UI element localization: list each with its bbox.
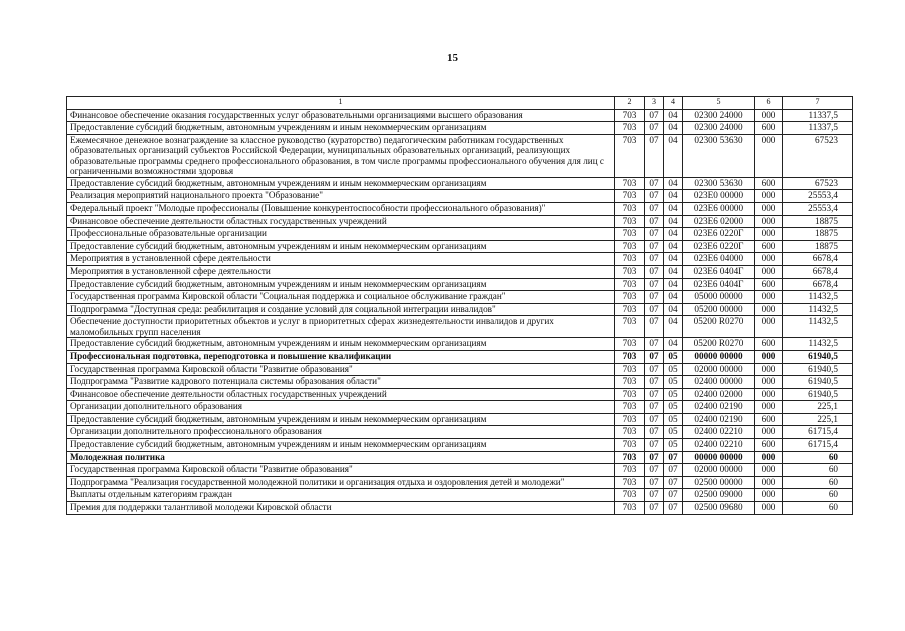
table-row: [67, 215, 853, 228]
subsection-code-cell: 05: [664, 439, 683, 452]
table-row: [67, 338, 853, 351]
amount-cell: 11432,5: [783, 303, 853, 316]
expense-type-cell: 000: [755, 202, 783, 215]
expense-type-cell: 000: [755, 464, 783, 477]
column-header: 7: [783, 97, 853, 110]
section-code-cell: 07: [645, 177, 664, 190]
subsection-code-cell: 05: [664, 350, 683, 363]
table-row: [67, 401, 853, 414]
ministry-code-cell: 703: [615, 228, 645, 241]
ministry-code-cell: 703: [615, 109, 645, 122]
table-row: [67, 363, 853, 376]
subsection-code-cell: 07: [664, 476, 683, 489]
table-row: [67, 413, 853, 426]
subsection-code-cell: 04: [664, 253, 683, 266]
table-row: [67, 253, 853, 266]
ministry-code-cell: 703: [615, 338, 645, 351]
amount-cell: 18875: [783, 240, 853, 253]
expense-type-cell: 000: [755, 109, 783, 122]
expense-type-cell: 600: [755, 122, 783, 135]
target-article-cell: 05200 00000: [683, 303, 755, 316]
ministry-code-cell: 703: [615, 316, 645, 338]
ministry-code-cell: 703: [615, 363, 645, 376]
amount-cell: 61940,5: [783, 388, 853, 401]
expense-type-cell: 000: [755, 363, 783, 376]
target-article-cell: 02500 09680: [683, 502, 755, 515]
expense-type-cell: 600: [755, 177, 783, 190]
section-code-cell: 07: [645, 215, 664, 228]
ministry-code-cell: 703: [615, 215, 645, 228]
ministry-code-cell: 703: [615, 122, 645, 135]
amount-cell: 67523: [783, 134, 853, 177]
row-name-cell: Предоставление субсидий бюджетным, автономным учреждениям и иным некоммерческим организациям: [67, 122, 615, 135]
section-code-cell: 07: [645, 464, 664, 477]
row-name-cell: Организации дополнительного образования: [67, 401, 615, 414]
section-code-cell: 07: [645, 134, 664, 177]
amount-cell: 25553,4: [783, 202, 853, 215]
subsection-code-cell: 07: [664, 464, 683, 477]
table-row: [67, 240, 853, 253]
ministry-code-cell: 703: [615, 476, 645, 489]
ministry-code-cell: 703: [615, 253, 645, 266]
amount-cell: 61715,4: [783, 439, 853, 452]
amount-cell: 61940,5: [783, 376, 853, 389]
section-code-cell: 07: [645, 265, 664, 278]
target-article-cell: 023E6 04000: [683, 253, 755, 266]
row-name-cell: Предоставление субсидий бюджетным, автономным учреждениям и иным некоммерческим организациям: [67, 439, 615, 452]
expense-type-cell: 000: [755, 134, 783, 177]
section-code-cell: 07: [645, 303, 664, 316]
section-code-cell: 07: [645, 376, 664, 389]
section-code-cell: 07: [645, 401, 664, 414]
amount-cell: 61940,5: [783, 350, 853, 363]
table-row: [67, 476, 853, 489]
expense-type-cell: 600: [755, 338, 783, 351]
table-row: [67, 265, 853, 278]
expense-type-cell: 000: [755, 291, 783, 304]
amount-cell: 6678,4: [783, 278, 853, 291]
subsection-code-cell: 04: [664, 215, 683, 228]
target-article-cell: 05200 R0270: [683, 316, 755, 338]
amount-cell: 60: [783, 489, 853, 502]
ministry-code-cell: 703: [615, 451, 645, 464]
target-article-cell: 02400 00000: [683, 376, 755, 389]
row-name-cell: Реализация мероприятий национального проекта "Образование": [67, 190, 615, 203]
row-name-cell: Подпрограмма "Развитие кадрового потенциала системы образования области": [67, 376, 615, 389]
subsection-code-cell: 04: [664, 240, 683, 253]
row-name-cell: Финансовое обеспечение оказания государственных услуг образовательными организациями высшего образования: [67, 109, 615, 122]
amount-cell: 11337,5: [783, 122, 853, 135]
expense-type-cell: 600: [755, 439, 783, 452]
expense-type-cell: 000: [755, 376, 783, 389]
ministry-code-cell: 703: [615, 426, 645, 439]
table-row: [67, 451, 853, 464]
section-code-cell: 07: [645, 413, 664, 426]
amount-cell: 225,1: [783, 413, 853, 426]
amount-cell: 11432,5: [783, 338, 853, 351]
section-code-cell: 07: [645, 109, 664, 122]
ministry-code-cell: 703: [615, 401, 645, 414]
table-row: [67, 464, 853, 477]
amount-cell: 6678,4: [783, 253, 853, 266]
row-name-cell: Государственная программа Кировской области "Развитие образования": [67, 363, 615, 376]
expense-type-cell: 000: [755, 190, 783, 203]
table-row: [67, 316, 853, 338]
column-header: 1: [67, 97, 615, 110]
target-article-cell: 02300 53630: [683, 177, 755, 190]
amount-cell: 61715,4: [783, 426, 853, 439]
subsection-code-cell: 04: [664, 190, 683, 203]
target-article-cell: 02400 02190: [683, 413, 755, 426]
section-code-cell: 07: [645, 476, 664, 489]
ministry-code-cell: 703: [615, 350, 645, 363]
row-name-cell: Подпрограмма "Реализация государственной молодежной политики и организация отдыха и оздоровления детей и молодежи": [67, 476, 615, 489]
table-row: [67, 291, 853, 304]
expense-type-cell: 000: [755, 426, 783, 439]
target-article-cell: 05000 00000: [683, 291, 755, 304]
row-name-cell: Организации дополнительного профессионального образования: [67, 426, 615, 439]
target-article-cell: 02400 02000: [683, 388, 755, 401]
column-header: 3: [645, 97, 664, 110]
row-name-cell: Государственная программа Кировской области "Развитие образования": [67, 464, 615, 477]
row-name-cell: Мероприятия в установленной сфере деятельности: [67, 265, 615, 278]
column-header: 5: [683, 97, 755, 110]
column-header: 6: [755, 97, 783, 110]
amount-cell: 225,1: [783, 401, 853, 414]
ministry-code-cell: 703: [615, 464, 645, 477]
table-row: [67, 376, 853, 389]
expense-type-cell: 600: [755, 413, 783, 426]
target-article-cell: 02300 53630: [683, 134, 755, 177]
amount-cell: 11432,5: [783, 291, 853, 304]
table-row: [67, 489, 853, 502]
subsection-code-cell: 04: [664, 109, 683, 122]
subsection-code-cell: 04: [664, 122, 683, 135]
subsection-code-cell: 04: [664, 265, 683, 278]
row-name-cell: Федеральный проект "Молодые профессионалы (Повышение конкурентоспособности профессионального образования)": [67, 202, 615, 215]
table-header-row: [67, 97, 853, 110]
subsection-code-cell: 05: [664, 388, 683, 401]
row-name-cell: Профессиональная подготовка, переподготовка и повышение квалификации: [67, 350, 615, 363]
target-article-cell: 023E0 00000: [683, 190, 755, 203]
table-row: [67, 122, 853, 135]
expense-type-cell: 600: [755, 240, 783, 253]
row-name-cell: Предоставление субсидий бюджетным, автономным учреждениям и иным некоммерческим организациям: [67, 240, 615, 253]
target-article-cell: 00000 00000: [683, 350, 755, 363]
column-header: 4: [664, 97, 683, 110]
amount-cell: 6678,4: [783, 265, 853, 278]
ministry-code-cell: 703: [615, 388, 645, 401]
subsection-code-cell: 05: [664, 413, 683, 426]
amount-cell: 60: [783, 502, 853, 515]
table-row: [67, 109, 853, 122]
row-name-cell: Профессиональные образовательные организации: [67, 228, 615, 241]
expense-type-cell: 000: [755, 253, 783, 266]
row-name-cell: Премия для поддержки талантливой молодежи Кировской области: [67, 502, 615, 515]
row-name-cell: Государственная программа Кировской области "Социальная поддержка и социальное обслуживание граждан": [67, 291, 615, 304]
target-article-cell: 02000 00000: [683, 464, 755, 477]
section-code-cell: 07: [645, 426, 664, 439]
ministry-code-cell: 703: [615, 134, 645, 177]
table-row: [67, 177, 853, 190]
row-name-cell: Молодежная политика: [67, 451, 615, 464]
target-article-cell: 02400 02210: [683, 439, 755, 452]
subsection-code-cell: 04: [664, 316, 683, 338]
row-name-cell: Ежемесячное денежное вознаграждение за классное руководство (кураторство) педагогическим работникам государственных образовательных организаций субъектов Российской Федерации, муниципальных образовательных организаций, реализующих образовательные программы среднего профессионального образования, в том числе программы профессионального обучения для лиц с ограниченными возможностями здоровья: [67, 134, 615, 177]
expense-type-cell: 000: [755, 388, 783, 401]
ministry-code-cell: 703: [615, 177, 645, 190]
ministry-code-cell: 703: [615, 190, 645, 203]
ministry-code-cell: 703: [615, 291, 645, 304]
section-code-cell: 07: [645, 291, 664, 304]
expense-type-cell: 000: [755, 215, 783, 228]
amount-cell: 60: [783, 476, 853, 489]
row-name-cell: Выплаты отдельным категориям граждан: [67, 489, 615, 502]
expense-type-cell: 000: [755, 350, 783, 363]
subsection-code-cell: 04: [664, 177, 683, 190]
section-code-cell: 07: [645, 502, 664, 515]
section-code-cell: 07: [645, 253, 664, 266]
target-article-cell: 02400 02190: [683, 401, 755, 414]
section-code-cell: 07: [645, 363, 664, 376]
expense-type-cell: 600: [755, 278, 783, 291]
row-name-cell: Финансовое обеспечение деятельности областных государственных учреждений: [67, 215, 615, 228]
expense-type-cell: 000: [755, 401, 783, 414]
amount-cell: 25553,4: [783, 190, 853, 203]
section-code-cell: 07: [645, 350, 664, 363]
amount-cell: 11432,5: [783, 316, 853, 338]
expense-type-cell: 000: [755, 476, 783, 489]
subsection-code-cell: 04: [664, 278, 683, 291]
section-code-cell: 07: [645, 388, 664, 401]
budget-table: [66, 96, 853, 515]
amount-cell: 60: [783, 464, 853, 477]
table-row: [67, 303, 853, 316]
amount-cell: 18875: [783, 215, 853, 228]
amount-cell: 61940,5: [783, 363, 853, 376]
expense-type-cell: 000: [755, 265, 783, 278]
row-name-cell: Предоставление субсидий бюджетным, автономным учреждениям и иным некоммерческим организациям: [67, 338, 615, 351]
section-code-cell: 07: [645, 451, 664, 464]
subsection-code-cell: 05: [664, 363, 683, 376]
subsection-code-cell: 04: [664, 291, 683, 304]
target-article-cell: 02300 24000: [683, 122, 755, 135]
ministry-code-cell: 703: [615, 502, 645, 515]
row-name-cell: Подпрограмма "Доступная среда: реабилитация и создание условий для социальной интеграции инвалидов": [67, 303, 615, 316]
target-article-cell: 02500 00000: [683, 476, 755, 489]
amount-cell: 67523: [783, 177, 853, 190]
table-row: [67, 388, 853, 401]
row-name-cell: Предоставление субсидий бюджетным, автономным учреждениям и иным некоммерческим организациям: [67, 177, 615, 190]
target-article-cell: 00000 00000: [683, 451, 755, 464]
target-article-cell: 02000 00000: [683, 363, 755, 376]
subsection-code-cell: 07: [664, 502, 683, 515]
expense-type-cell: 000: [755, 316, 783, 338]
section-code-cell: 07: [645, 439, 664, 452]
subsection-code-cell: 04: [664, 303, 683, 316]
ministry-code-cell: 703: [615, 413, 645, 426]
expense-type-cell: 000: [755, 502, 783, 515]
ministry-code-cell: 703: [615, 265, 645, 278]
section-code-cell: 07: [645, 122, 664, 135]
row-name-cell: Предоставление субсидий бюджетным, автономным учреждениям и иным некоммерческим организациям: [67, 278, 615, 291]
table-row: [67, 202, 853, 215]
table-row: [67, 190, 853, 203]
amount-cell: 18875: [783, 228, 853, 241]
ministry-code-cell: 703: [615, 439, 645, 452]
target-article-cell: 023E6 02000: [683, 215, 755, 228]
section-code-cell: 07: [645, 278, 664, 291]
table-row: [67, 439, 853, 452]
target-article-cell: 023E6 0220Г: [683, 240, 755, 253]
subsection-code-cell: 04: [664, 228, 683, 241]
ministry-code-cell: 703: [615, 202, 645, 215]
table-row: [67, 426, 853, 439]
table-row: [67, 502, 853, 515]
section-code-cell: 07: [645, 316, 664, 338]
amount-cell: 60: [783, 451, 853, 464]
expense-type-cell: 000: [755, 228, 783, 241]
target-article-cell: 02300 24000: [683, 109, 755, 122]
subsection-code-cell: 07: [664, 451, 683, 464]
target-article-cell: 05200 R0270: [683, 338, 755, 351]
target-article-cell: 02400 02210: [683, 426, 755, 439]
row-name-cell: Мероприятия в установленной сфере деятельности: [67, 253, 615, 266]
column-header: 2: [615, 97, 645, 110]
row-name-cell: Предоставление субсидий бюджетным, автономным учреждениям и иным некоммерческим организациям: [67, 413, 615, 426]
section-code-cell: 07: [645, 190, 664, 203]
expense-type-cell: 000: [755, 489, 783, 502]
ministry-code-cell: 703: [615, 489, 645, 502]
section-code-cell: 07: [645, 338, 664, 351]
table-row: [67, 278, 853, 291]
section-code-cell: 07: [645, 489, 664, 502]
target-article-cell: 02500 09000: [683, 489, 755, 502]
amount-cell: 11337,5: [783, 109, 853, 122]
subsection-code-cell: 04: [664, 338, 683, 351]
row-name-cell: Финансовое обеспечение деятельности областных государственных учреждений: [67, 388, 615, 401]
expense-type-cell: 000: [755, 303, 783, 316]
subsection-code-cell: 04: [664, 202, 683, 215]
section-code-cell: 07: [645, 228, 664, 241]
subsection-code-cell: 04: [664, 134, 683, 177]
table-row: [67, 134, 853, 177]
ministry-code-cell: 703: [615, 278, 645, 291]
target-article-cell: 023E6 00000: [683, 202, 755, 215]
subsection-code-cell: 05: [664, 376, 683, 389]
ministry-code-cell: 703: [615, 240, 645, 253]
subsection-code-cell: 05: [664, 401, 683, 414]
table-row: [67, 228, 853, 241]
subsection-code-cell: 07: [664, 489, 683, 502]
section-code-cell: 07: [645, 202, 664, 215]
row-name-cell: Обеспечение доступности приоритетных объектов и услуг в приоритетных сферах жизнедеятельности инвалидов и других маломобильных групп населения: [67, 316, 615, 338]
section-code-cell: 07: [645, 240, 664, 253]
ministry-code-cell: 703: [615, 376, 645, 389]
target-article-cell: 023E6 0220Г: [683, 228, 755, 241]
target-article-cell: 023E6 0404Г: [683, 278, 755, 291]
target-article-cell: 023E6 0404Г: [683, 265, 755, 278]
ministry-code-cell: 703: [615, 303, 645, 316]
page-number: 15: [447, 52, 458, 64]
expense-type-cell: 000: [755, 451, 783, 464]
table-row: [67, 350, 853, 363]
subsection-code-cell: 05: [664, 426, 683, 439]
